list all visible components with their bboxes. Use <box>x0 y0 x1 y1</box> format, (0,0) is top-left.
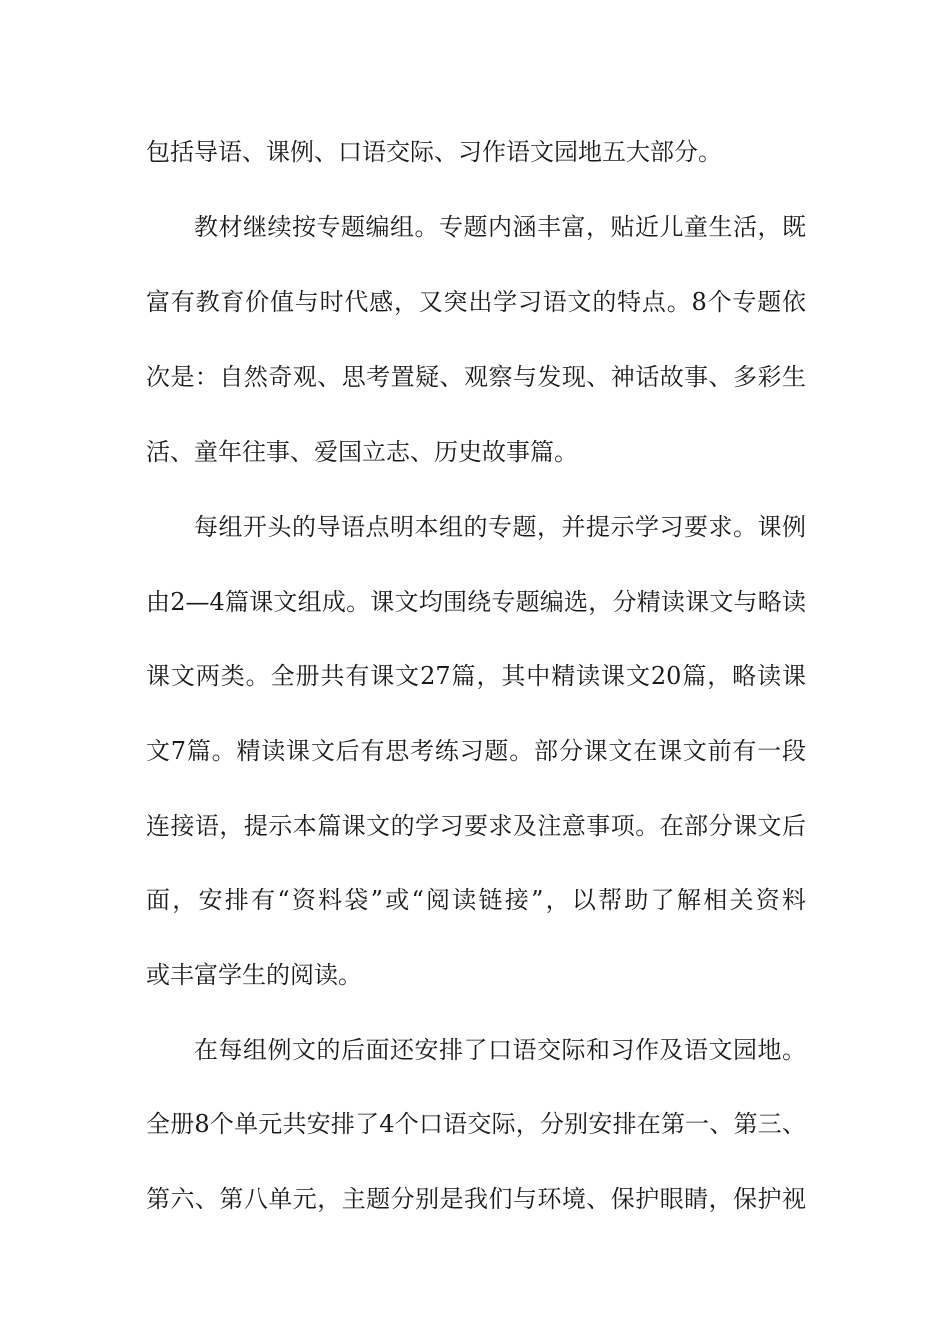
paragraph-4-line-2: 全册8个单元共安排了4个口语交际，分别安排在第一、第三、 <box>146 1110 806 1138</box>
paragraph-2-line-3: 次是：自然奇观、思考置疑、观察与发现、神话故事、多彩生 <box>146 363 806 391</box>
paragraph-2-line-4: 活、童年往事、爱国立志、历史故事篇。 <box>146 438 578 466</box>
paragraph-3-line-1: 每组开头的导语点明本组的专题，并提示学习要求。课例 <box>194 513 806 541</box>
paragraph-3-line-2: 由2—4篇课文组成。课文均围绕专题编选，分精读课文与略读 <box>146 588 806 616</box>
paragraph-1-line-1: 包括导语、课例、口语交际、习作语文园地五大部分。 <box>146 138 722 166</box>
paragraph-2-line-2: 富有教育价值与时代感，又突出学习语文的特点。8个专题依 <box>146 288 806 316</box>
paragraph-4-line-3: 第六、第八单元，主题分别是我们与环境、保护眼睛，保护视 <box>146 1185 806 1213</box>
paragraph-3-line-4: 文7篇。精读课文后有思考练习题。部分课文在课文前有一段 <box>146 737 806 765</box>
paragraph-2-line-1: 教材继续按专题编组。专题内涵丰富，贴近儿童生活，既 <box>194 213 806 241</box>
paragraph-3-line-6: 面，安排有“资料袋”或“阅读链接”，以帮助了解相关资料 <box>146 886 806 914</box>
paragraph-3-line-7: 或丰富学生的阅读。 <box>146 961 362 989</box>
paragraph-3-line-3: 课文两类。全册共有课文27篇，其中精读课文20篇，略读课 <box>146 662 806 690</box>
paragraph-3-line-5: 连接语，提示本篇课文的学习要求及注意事项。在部分课文后 <box>146 812 806 840</box>
paragraph-4-line-1: 在每组例文的后面还安排了口语交际和习作及语文园地。 <box>194 1036 806 1064</box>
